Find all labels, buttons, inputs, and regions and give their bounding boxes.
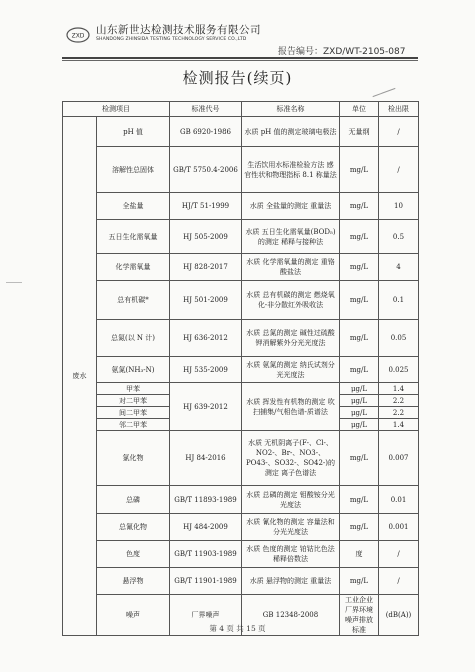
cell-unit: mg/L [340,431,379,486]
cell-unit: mg/L [340,281,379,320]
report-number: 报告编号：ZXD/WT-2105-087 [278,47,406,57]
table-row [63,147,419,193]
svg-text:ZXD: ZXD [71,32,85,40]
cell-code: GB 12348-2008 [242,595,340,636]
cell-item: 色度 [97,541,170,568]
cell-name: 工业企业厂界环境噪声排放标准 [340,595,379,636]
cell-item: 悬浮物 [97,568,170,595]
cell-item: 邻二甲苯 [97,419,170,431]
cell-name: 水质 挥发性有机物的测定 吹扫捕集/气相色谱-质谱法 [242,383,340,431]
cell-item: 甲苯 [97,383,170,395]
page-title: 检测报告(续页) [182,69,293,87]
cell-code: HJ 501-2009 [170,281,242,320]
company-logo-icon [66,26,90,44]
cell-name: 水质 氨氮的测定 纳氏试剂分光光度法 [242,357,340,383]
cell-name: 水质 pH 值的测定玻璃电极法 [242,117,340,147]
cell-item: 化学需氧量 [97,254,170,281]
cell-limit: 4 [379,254,419,281]
cell-name: 水质 全盐量的测定 重量法 [242,193,340,220]
cell-limit: / [379,541,419,568]
page-number: 第 4 页 共 15 页 [209,624,266,633]
cell-unit: μg/L [340,419,379,431]
header-divider-thin [62,60,418,61]
report-header [0,0,475,68]
cell-name: 水质 色度的测定 铂钴比色法 稀释倍数法 [242,541,340,568]
cell-code: GB/T 11901-1989 [170,568,242,595]
cell-name: 水质 总氮的测定 碱性过硫酸钾消解紫外分光光度法 [242,320,340,357]
cell-code: HJ 636-2012 [170,320,242,357]
cell-code: HJ 484-2009 [170,514,242,541]
cell-item: 全盐量 [97,193,170,220]
cell-limit: 0.025 [379,357,419,383]
cell-limit: 0.007 [379,431,419,486]
cell-code: HJ 639-2012 [170,383,242,431]
cell-item: 间二甲苯 [97,407,170,419]
cell-limit: 1.4 [379,419,419,431]
cell-item: 总氰化物 [97,514,170,541]
cell-item: pH 值 [97,117,170,147]
category-noise: 噪声 [97,595,170,636]
cell-unit: μg/L [340,395,379,407]
cell-item: 总氮(以 N 计) [97,320,170,357]
cell-name: 水质 化学需氧量的测定 重铬酸盐法 [242,254,340,281]
table-header-row [63,102,419,117]
header-cell-item: 检测项目 [63,102,170,117]
header-cell-limit: 检出限 [379,102,419,117]
cell-name: 水质 总磷的测定 钼酸铵分光光度法 [242,486,340,514]
cell-name: 水质 五日生化需氧量(BOD₅)的测定 稀释与接种法 [242,220,340,254]
test-method-table [62,101,419,636]
company-name-en: SHANDONG ZHINSIDA TESTING TECHNOLOGY SERVICE CO.,LTD [96,37,247,42]
cell-limit: 2.2 [379,407,419,419]
header-cell-code: 标准代号 [170,102,242,117]
cell-limit: / [379,117,419,147]
cell-item: 溶解性总固体 [97,147,170,193]
cell-limit: / [379,147,419,193]
table-row [63,431,419,486]
cell-limit: 0.1 [379,281,419,320]
cell-limit: 0.05 [379,320,419,357]
cell-limit: / [379,568,419,595]
table-row [63,486,419,514]
cell-unit: 无量纲 [340,117,379,147]
table-row [63,320,419,357]
cell-code: HJ/T 51-1999 [170,193,242,220]
cell-unit: μg/L [340,383,379,395]
cell-item: 氯化物 [97,431,170,486]
cell-unit: mg/L [340,486,379,514]
cell-code: HJ 84-2016 [170,431,242,486]
cell-unit: mg/L [340,147,379,193]
cell-item: 总有机碳* [97,281,170,320]
cell-limit: 1.4 [379,383,419,395]
cell-code: HJ 535-2009 [170,357,242,383]
cell-unit: 度 [340,541,379,568]
cell-unit: mg/L [340,514,379,541]
header-cell-unit: 单位 [340,102,379,117]
table-row [63,220,419,254]
cell-name: 生活饮用水标准检验方法 感官性状和物理指标 8.1 称量法 [242,147,340,193]
company-name-cn: 山东新世达检测技术服务有限公司 [96,24,261,36]
cell-unit: (dB(A)) [379,595,419,636]
table-row [63,541,419,568]
cell-code: HJ 828-2017 [170,254,242,281]
table-row [63,281,419,320]
cell-item: 厂界噪声 [170,595,242,636]
cell-code: GB 6920-1986 [170,117,242,147]
cell-limit: 0.001 [379,514,419,541]
cell-name: 水质 悬浮物的测定 重量法 [242,568,340,595]
cell-name: 水质 总有机碳的测定 燃烧氧化-非分散红外吸收法 [242,281,340,320]
cell-name: 水质 氰化物的测定 容量法和分光光度法 [242,514,340,541]
margin-mark [6,282,22,283]
table-row [63,514,419,541]
cell-limit: 2.2 [379,395,419,407]
cell-unit: μg/L [340,407,379,419]
cell-item: 五日生化需氧量 [97,220,170,254]
cell-code: GB/T 11893-1989 [170,486,242,514]
cell-unit: mg/L [340,357,379,383]
header-cell-name: 标准名称 [242,102,340,117]
cell-unit: mg/L [340,320,379,357]
cell-limit: 10 [379,193,419,220]
category-waste-water: 废水 [63,117,97,636]
cell-unit: mg/L [340,254,379,281]
cell-limit: 0.5 [379,220,419,254]
table-row [63,254,419,281]
cell-code: HJ 505-2009 [170,220,242,254]
cell-unit: mg/L [340,193,379,220]
header-divider [62,57,418,59]
cell-limit: 0.01 [379,486,419,514]
table-row [63,357,419,383]
pen-mark [373,88,396,97]
table-row [63,117,419,147]
cell-unit: mg/L [340,220,379,254]
cell-unit: mg/L [340,568,379,595]
table-row [63,193,419,220]
cell-code: GB/T 11903-1989 [170,541,242,568]
table-row [63,383,419,395]
cell-code: GB/T 5750.4-2006 [170,147,242,193]
cell-item: 总磷 [97,486,170,514]
table-row [63,568,419,595]
cell-item: 对二甲苯 [97,395,170,407]
cell-item: 氨氮(NH₃-N) [97,357,170,383]
cell-name: 水质 无机阴离子(F-、Cl-、NO2-、Br-、NO3-、PO43-、SO32-、SO42-)的测定 离子色谱法 [242,431,340,486]
